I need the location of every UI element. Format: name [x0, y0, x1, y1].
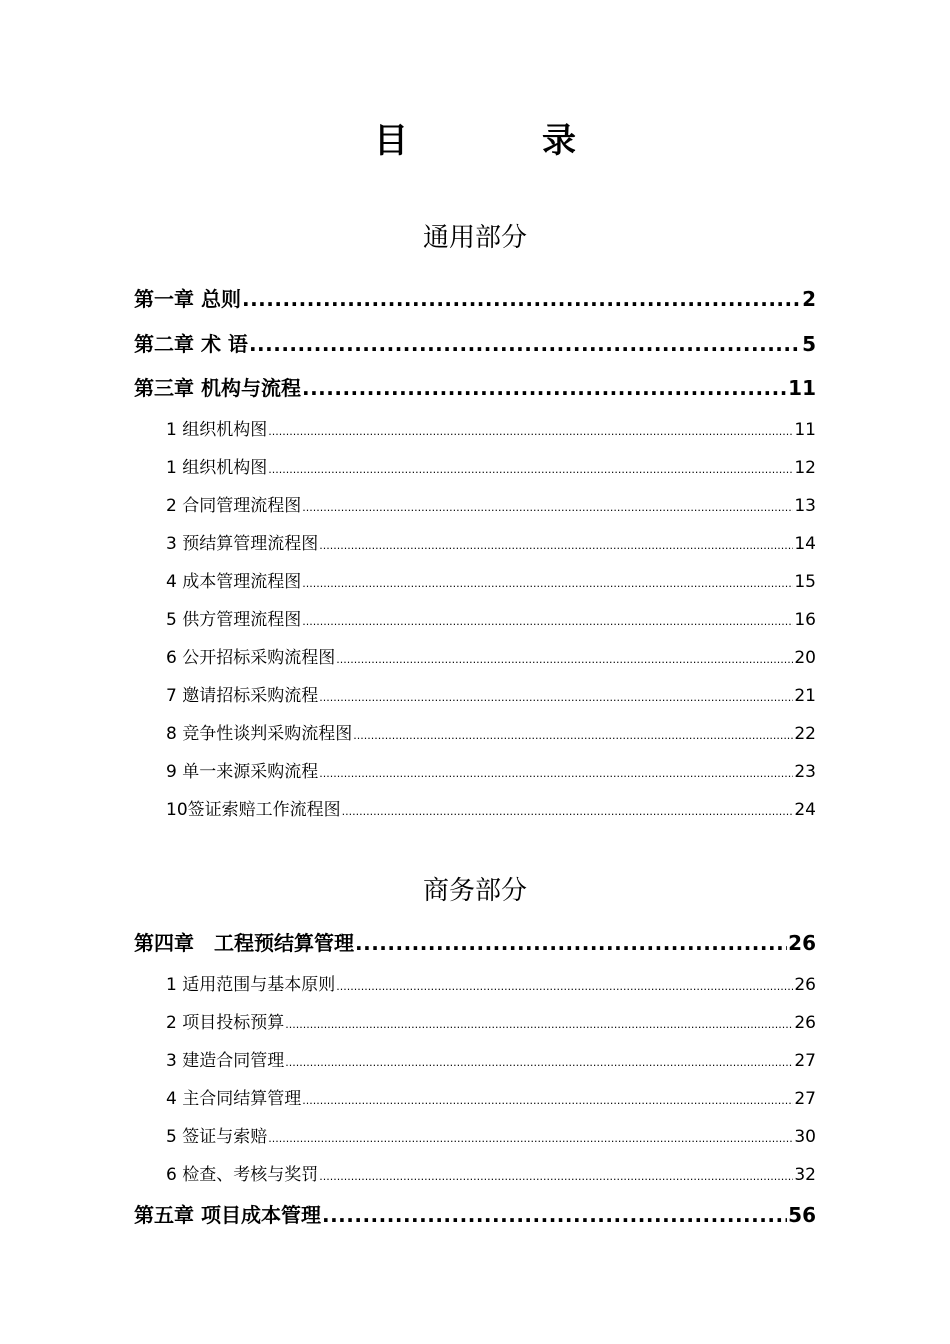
toc-entry-label: 7 邀请招标采购流程	[166, 686, 319, 706]
toc-subentry[interactable]	[166, 1124, 816, 1150]
dot-leader	[319, 533, 793, 559]
toc-page-number: 23	[794, 762, 816, 782]
toc-page-number: 14	[794, 534, 816, 554]
toc-subentry[interactable]	[166, 972, 816, 998]
dot-leader	[285, 1050, 793, 1076]
toc-subentry[interactable]	[166, 607, 816, 633]
toc-page-number: 26	[794, 975, 816, 995]
toc-subentry[interactable]	[166, 759, 816, 785]
dot-leader	[353, 723, 793, 749]
toc-subentry[interactable]	[166, 531, 816, 557]
toc-entry-label: 9 单一来源采购流程	[166, 762, 319, 782]
toc-page-number: 20	[794, 648, 816, 668]
toc-page-number: 30	[794, 1127, 816, 1147]
toc-entry-label: 10签证索赔工作流程图	[166, 800, 341, 820]
dot-leader	[302, 1088, 793, 1114]
toc-entry-label: 5 签证与索赔	[166, 1127, 268, 1147]
toc-page-number: 2	[802, 287, 816, 311]
toc-chapter-1[interactable]	[134, 284, 816, 314]
toc-page-number: 27	[794, 1089, 816, 1109]
toc-subentry[interactable]	[166, 455, 816, 481]
dot-leader	[302, 373, 787, 403]
toc-entry-label: 第二章 术 语	[134, 332, 248, 356]
toc-subentry[interactable]	[166, 721, 816, 747]
toc-chapter-2[interactable]	[134, 329, 816, 359]
toc-entry-label: 3 预结算管理流程图	[166, 534, 319, 554]
toc-page-number: 15	[794, 572, 816, 592]
toc-page-number: 13	[794, 496, 816, 516]
dot-leader	[242, 284, 801, 314]
dot-leader	[355, 928, 787, 958]
dot-leader	[319, 685, 793, 711]
dot-leader	[302, 571, 793, 597]
toc-page-number: 5	[802, 332, 816, 356]
dot-leader	[336, 647, 793, 673]
dot-leader	[268, 457, 793, 483]
toc-subentry[interactable]	[166, 417, 816, 443]
toc-page-number: 32	[794, 1165, 816, 1185]
toc-entry-label: 第四章 工程预结算管理	[134, 931, 354, 955]
toc-page-number: 22	[794, 724, 816, 744]
toc-subentry[interactable]	[166, 683, 816, 709]
toc-entry-label: 4 主合同结算管理	[166, 1089, 302, 1109]
toc-subentry[interactable]	[166, 1048, 816, 1074]
dot-leader	[302, 609, 793, 635]
toc-subentry[interactable]	[166, 645, 816, 671]
dot-leader	[302, 495, 793, 521]
document-title: 目 录	[374, 121, 626, 161]
toc-entry-label: 第三章 机构与流程	[134, 376, 301, 400]
section-heading-general: 通用部分	[422, 223, 527, 253]
toc-entry-label: 第一章 总则	[134, 287, 241, 311]
dot-leader	[285, 1012, 793, 1038]
toc-entry-label: 2 合同管理流程图	[166, 496, 302, 516]
toc-subentry[interactable]	[166, 1162, 816, 1188]
toc-page-number: 21	[794, 686, 816, 706]
toc-entry-label: 8 竞争性谈判采购流程图	[166, 724, 353, 744]
toc-page-number: 12	[794, 458, 816, 478]
toc-subentry[interactable]	[166, 493, 816, 519]
dot-leader	[249, 329, 801, 359]
toc-chapter-3[interactable]	[134, 373, 816, 403]
toc-page-number: 56	[788, 1203, 816, 1227]
toc-entry-label: 1 组织机构图	[166, 458, 268, 478]
toc-entry-label: 6 公开招标采购流程图	[166, 648, 336, 668]
dot-leader	[322, 1200, 787, 1230]
toc-page-number: 11	[794, 420, 816, 440]
toc-entry-label: 5 供方管理流程图	[166, 610, 302, 630]
toc-subentry[interactable]	[166, 1010, 816, 1036]
toc-page-number: 26	[788, 931, 816, 955]
toc-page-number: 24	[794, 800, 816, 820]
toc-chapter-5[interactable]	[134, 1200, 816, 1230]
toc-subentry[interactable]	[166, 1086, 816, 1112]
toc-subentry[interactable]	[166, 569, 816, 595]
toc-entry-label: 2 项目投标预算	[166, 1013, 285, 1033]
section-heading-business: 商务部分	[422, 876, 527, 906]
toc-page-number: 27	[794, 1051, 816, 1071]
dot-leader	[342, 799, 794, 825]
toc-chapter-4[interactable]	[134, 928, 816, 958]
dot-leader	[336, 974, 793, 1000]
dot-leader	[319, 761, 793, 787]
toc-entry-label: 第五章 项目成本管理	[134, 1203, 321, 1227]
toc-subentry[interactable]	[166, 797, 816, 823]
dot-leader	[268, 419, 793, 445]
dot-leader	[319, 1164, 793, 1190]
toc-entry-label: 1 适用范围与基本原则	[166, 975, 336, 995]
toc-page-number: 26	[794, 1013, 816, 1033]
toc-entry-label: 4 成本管理流程图	[166, 572, 302, 592]
toc-entry-label: 3 建造合同管理	[166, 1051, 285, 1071]
toc-page-number: 11	[788, 376, 816, 400]
toc-page-number: 16	[794, 610, 816, 630]
toc-entry-label: 1 组织机构图	[166, 420, 268, 440]
toc-entry-label: 6 检查、考核与奖罚	[166, 1165, 319, 1185]
dot-leader	[268, 1126, 793, 1152]
